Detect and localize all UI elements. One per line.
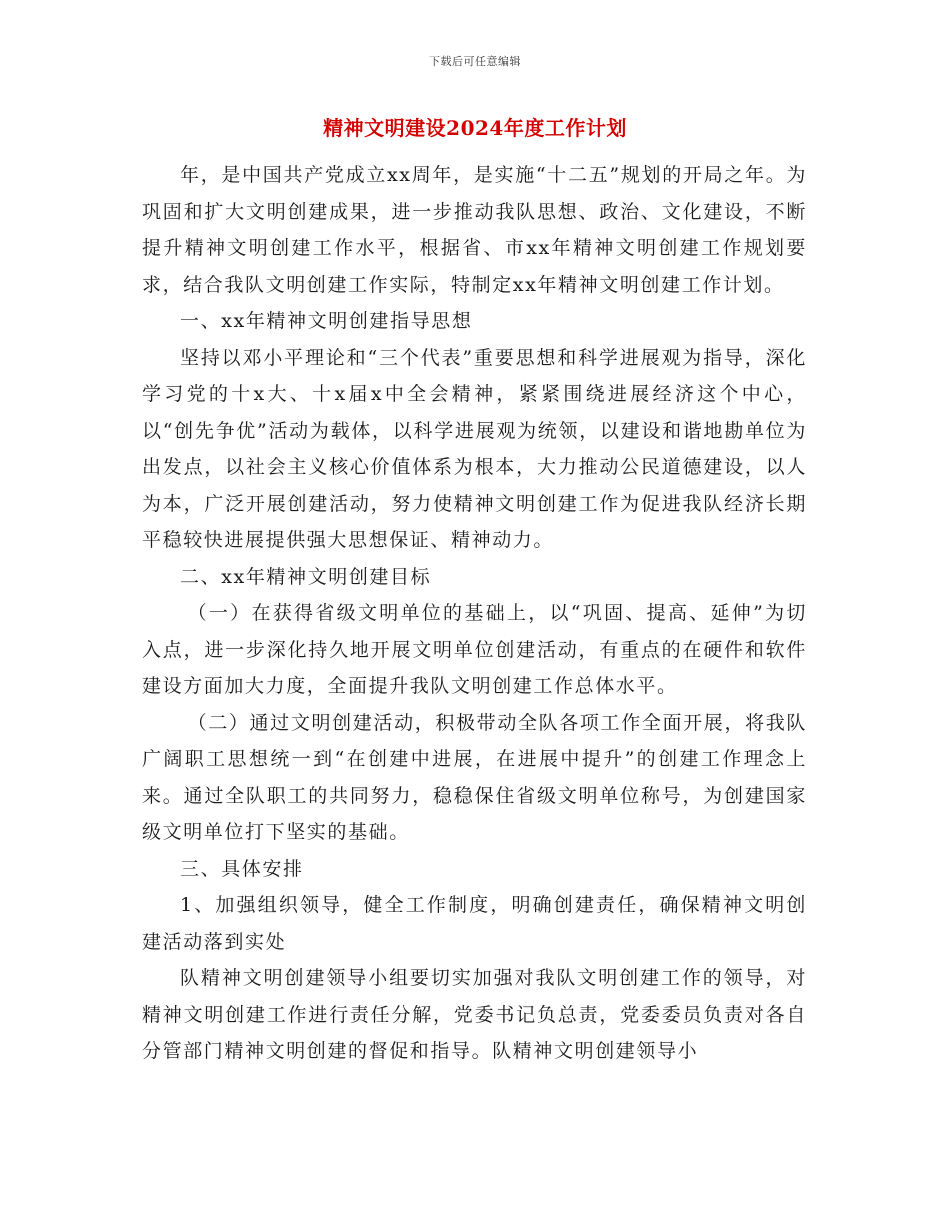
paragraph-goal-1: （一）在获得省级文明单位的基础上，以“巩固、提高、延伸”为切入点，进一步深化持久地开展文明单位创建活动，有重点的在硬件和软件建设方面加大力度，全面提升我队文明创建工作总体水平。 [142,602,807,697]
section-heading-2: 二、xx年精神文明创建目标 [180,565,432,588]
subheading-1: 1、加强组织领导，健全工作制度，明确创建责任，确保精神文明创建活动落到实处 [142,894,807,953]
paragraph-guiding-thought: 坚持以邓小平理论和“三个代表”重要思想和科学进展观为指导，深化学习党的十x大、十x届x中全会精神，紧紧围绕进展经济这个中心，以“创先争优”活动为载体，以科学进展观为统领，以建设和谐地勘单位为出发点，以社会主义核心价值体系为根本，大力推动公民道德建设，以人为本，广泛开展创建活动，努力使精神文明创建工作为促进我队经济长期平稳较快进展提供强大思想保证、精神动力。 [142,346,807,551]
section-heading-3: 三、具体安排 [180,857,304,880]
document-title: 精神文明建设2024年度工作计划 [323,116,627,140]
section-heading-1: 一、xx年精神文明创建指导思想 [180,310,473,332]
document-body [142,157,807,1070]
paragraph-leadership: 队精神文明创建领导小组要切实加强对我队文明创建工作的领导，对精神文明创建工作进行责任分解，党委书记负总责，党委委员负责对各自分管部门精神文明创建的督促和指导。队精神文明创建领导小 [142,967,807,1062]
paragraph-intro: 年，是中国共产党成立xx周年，是实施“十二五”规划的开局之年。为巩固和扩大文明创建成果，进一步推动我队思想、政治、文化建设，不断提升精神文明创建工作水平，根据省、市xx年精神文明创建工作规划要求，结合我队文明创建工作实际，特制定xx年精神文明创建工作计划。 [142,164,807,296]
paragraph-goal-2: （二）通过文明创建活动，积极带动全队各项工作全面开展，将我队广阔职工思想统一到“在创建中进展，在进展中提升”的创建工作理念上来。通过全队职工的共同努力，稳稳保住省级文明单位称号，为创建国家级文明单位打下坚实的基础。 [142,711,807,843]
header-note: 下载后可任意编辑 [429,55,521,68]
